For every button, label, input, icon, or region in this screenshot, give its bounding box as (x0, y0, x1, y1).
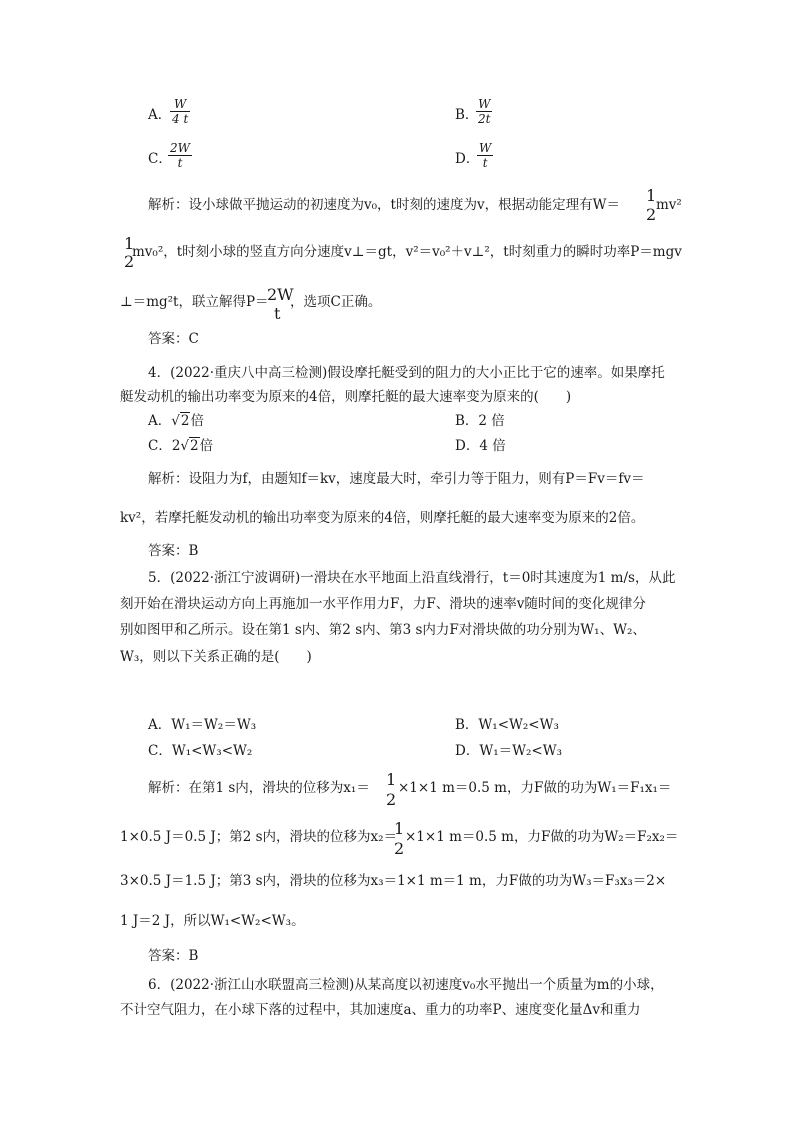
q4-stem-line-2: 艇发动机的输出功率变为原来的4倍，则摩托艇的最大速率变为原来的( ) (120, 389, 572, 405)
q3-frac-2w-den: t (274, 304, 281, 323)
q4-option-d: D．4 倍 (455, 438, 506, 454)
q4-analysis-line-1: 解析：设阻力为f，由题知f＝kv，速度最大时，牵引力等于阻力，则有P＝Fv＝fv＝ (148, 471, 645, 487)
q6-stem-line-1: 6．(2022·浙江山水联盟高三检测)从某高度以初速度v₀水平抛出一个质量为m的小球， (148, 977, 664, 993)
q5-analysis-line-1b: ×1×1 m＝0.5 m，力F做的功为W₁＝F₁x₁＝ (398, 780, 672, 796)
q3-half-num: 1 (646, 186, 657, 205)
q5-analysis-line-3: 3×0.5 J＝1.5 J；第3 s内，滑块的位移为x₃＝1×1 m＝1 m，力F做的功为W₃＝F₃x₃＝2× (120, 873, 667, 889)
q4-option-b: B．2 倍 (455, 413, 505, 429)
q3-half-den: 2 (646, 205, 657, 224)
q5-answer: 答案：B (148, 948, 199, 964)
q5-analysis-line-4: 1 J＝2 J，所以W₁<W₂<W₃。 (120, 913, 305, 929)
q3-option-c-fraction: 2W t (170, 141, 190, 170)
q3-option-d-fraction: W t (479, 141, 492, 170)
q3-option-a-label: A． (148, 107, 172, 123)
q3-analysis-line-1: 解析：设小球做平抛运动的初速度为v₀，t时刻的速度为v，根据动能定理有W＝ (148, 197, 620, 213)
q3-analysis-line-1-tail: mv² (656, 197, 682, 213)
q4-stem-line-1: 4．(2022·重庆八中高三检测)假设摩托艇受到的阻力的大小正比于它的速率。如果摩托 (148, 365, 665, 381)
q3-frac-2w-num: 2W (267, 285, 294, 304)
q5-half-num-2: 1 (394, 819, 405, 838)
q3-option-b-label: B． (455, 107, 479, 123)
q5-half-num-1: 1 (386, 770, 397, 789)
q3-analysis-line-2: mv₀²，t时刻小球的竖直方向分速度v⊥＝gt，v²＝v₀²＋v⊥²，t时刻重力的瞬时功率P＝mgv (132, 244, 682, 260)
q5-analysis-line-2a: 1×0.5 J＝0.5 J；第2 s内，滑块的位移为x₂＝ (120, 829, 398, 845)
q3-answer: 答案：C (148, 331, 199, 347)
q5-option-b: B．W₁<W₂<W₃ (455, 717, 559, 733)
q5-stem-line-3: 别如图甲和乙所示。设在第1 s内、第2 s内、第3 s内力F对滑块做的功分别为W₁、W₂、 (120, 622, 646, 638)
q5-option-c: C．W₁<W₃<W₂ (148, 743, 253, 759)
q4-option-c: C．2√2倍 (148, 438, 214, 454)
q5-analysis-line-1a: 解析：在第1 s内，滑块的位移为x₁＝ (148, 780, 370, 796)
q5-half-den-1: 2 (386, 790, 397, 809)
q3-half-den-2: 2 (124, 252, 135, 271)
q3-analysis-line-3a: ⊥＝mg²t，联立解得P＝ (120, 294, 269, 310)
q5-stem-line-2: 刻开始在滑块运动方向上再施加一水平作用力F，力F、滑块的速率v随时间的变化规律分 (120, 596, 646, 612)
q5-half-den-2: 2 (394, 839, 405, 858)
q3-option-a-fraction: W 4 t (172, 97, 189, 126)
q3-option-d-label: D． (455, 151, 480, 167)
q3-half-num-2: 1 (124, 234, 135, 253)
q4-option-a: A．√2倍 (148, 413, 204, 429)
q5-option-d: D．W₁＝W₂<W₃ (455, 743, 562, 759)
q5-option-a: A．W₁＝W₂＝W₃ (148, 717, 257, 733)
q4-answer: 答案：B (148, 543, 199, 559)
q4-analysis-line-2: kv²，若摩托艇发动机的输出功率变为原来的4倍，则摩托艇的最大速率变为原来的2倍。 (120, 510, 645, 526)
q3-option-c-label: C． (148, 151, 172, 167)
q5-stem-line-4: W₃，则以下关系正确的是( ) (120, 649, 312, 665)
q3-option-b-fraction: W 2t (478, 97, 491, 126)
q3-analysis-line-3b: ，选项C正确。 (290, 294, 382, 310)
q5-analysis-line-2b: ×1×1 m＝0.5 m，力F做的功为W₂＝F₂x₂＝ (405, 829, 679, 845)
q5-stem-line-1: 5．(2022·浙江宁波调研)一滑块在水平地面上沿直线滑行，t＝0时其速度为1 m/s，从此 (148, 570, 676, 586)
q6-stem-line-2: 不计空气阻力，在小球下落的过程中，其加速度a、重力的功率P、速度变化量Δv和重力 (120, 1002, 641, 1018)
